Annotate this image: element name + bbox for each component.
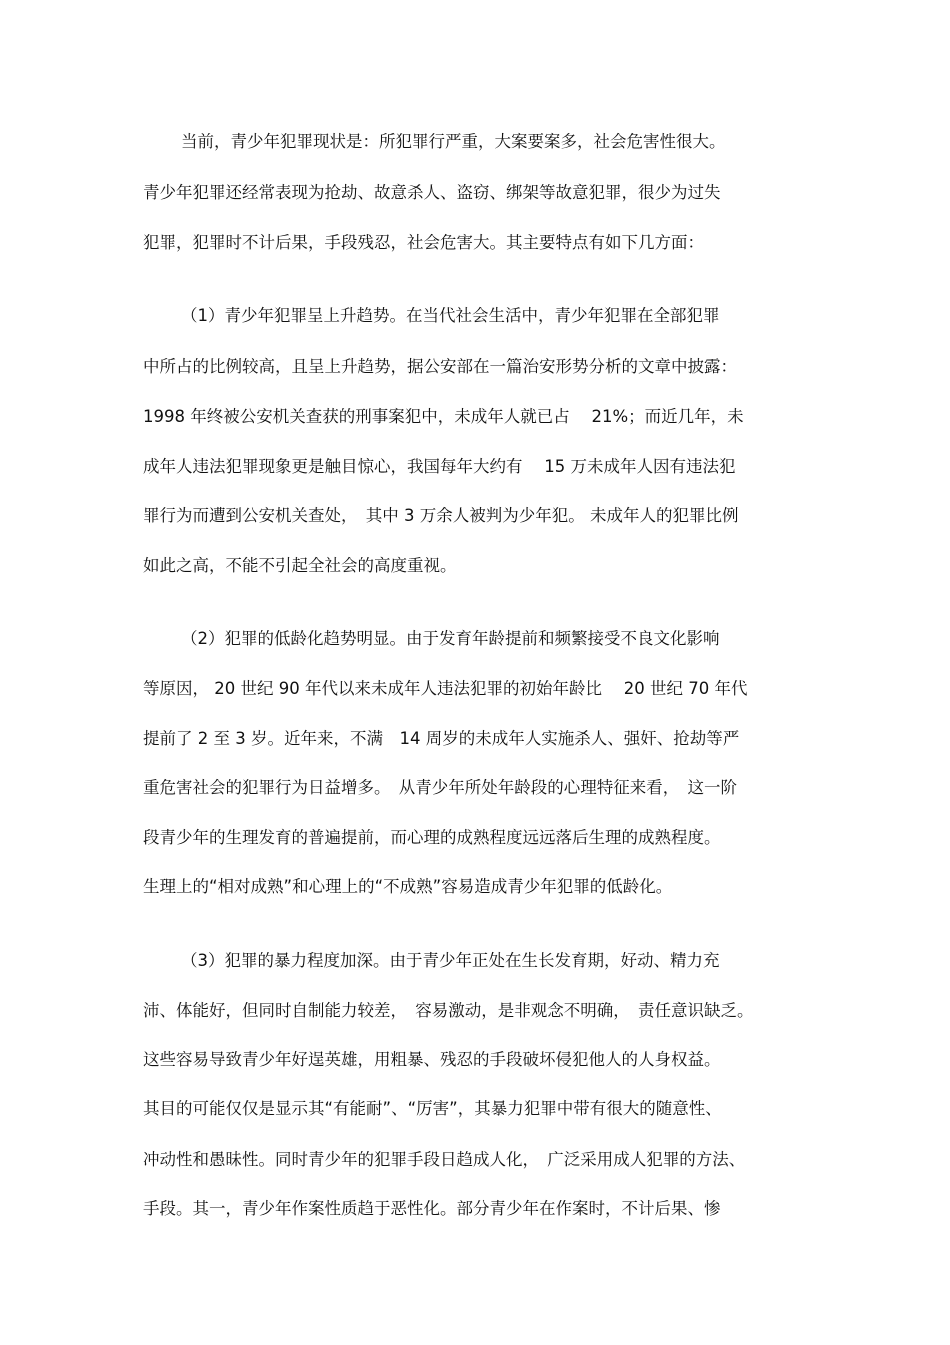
text-line: 段青少年的生理发育的普遍提前，而心理的成熟程度远远落后生理的成熟程度。 [143,828,721,847]
text-line: （3）犯罪的暴力程度加深。由于青少年正处在生长发育期，好动、精力充 [181,951,720,970]
text-line: 罪行为而遭到公安机关查处， 其中 3 万余人被判为少年犯。 未成年人的犯罪比例 [143,506,739,525]
text-line: 犯罪，犯罪时不计后果，手段残忍，社会危害大。其主要特点有如下几方面： [143,233,704,252]
text-line: 等原因， 20 世纪 90 年代以来未成年人违法犯罪的初始年龄比 20 世纪 70 年代 [143,679,748,698]
text-line: 中所占的比例较高，且呈上升趋势，据公安部在一篇治安形势分析的文章中披露： [143,357,737,376]
text-line: 如此之高，不能不引起全社会的高度重视。 [143,556,457,575]
text-line: 提前了 2 至 3 岁。近年来，不满 14 周岁的未成年人实施杀人、强奸、抢劫等严 [143,729,740,748]
text-line: 当前，青少年犯罪现状是：所犯罪行严重，大案要案多，社会危害性很大。 [181,132,726,151]
text-line: 手段。其一，青少年作案性质趋于恶性化。部分青少年在作案时，不计后果、惨 [143,1199,721,1218]
text-line: 1998 年终被公安机关查获的刑事案犯中，未成年人就已占 21%；而近几年，未 [143,407,744,426]
text-line: （1）青少年犯罪呈上升趋势。在当代社会生活中，青少年犯罪在全部犯罪 [181,306,720,325]
text-line: 冲动性和愚昧性。同时青少年的犯罪手段日趋成人化， 广泛采用成人犯罪的方法、 [143,1150,746,1169]
text-line: 青少年犯罪还经常表现为抢劫、故意杀人、盗窃、绑架等故意犯罪，很少为过失 [143,183,721,202]
text-line: （2）犯罪的低龄化趋势明显。由于发育年龄提前和频繁接受不良文化影响 [181,629,720,648]
text-line: 其目的可能仅仅是显示其“有能耐”、“厉害”，其暴力犯罪中带有很大的随意性、 [143,1099,722,1118]
text-line: 重危害社会的犯罪行为日益增多。 从青少年所处年龄段的心理特征来看， 这一阶 [143,778,737,797]
text-line: 成年人违法犯罪现象更是触目惊心，我国每年大约有 15 万未成年人因有违法犯 [143,457,736,476]
text-line: 生理上的“相对成熟”和心理上的“不成熟”容易造成青少年犯罪的低龄化。 [143,877,673,896]
text-line: 这些容易导致青少年好逞英雄，用粗暴、残忍的手段破坏侵犯他人的人身权益。 [143,1050,721,1069]
text-line: 沛、体能好，但同时自制能力较差， 容易激动，是非观念不明确， 责任意识缺乏。 [143,1001,754,1020]
